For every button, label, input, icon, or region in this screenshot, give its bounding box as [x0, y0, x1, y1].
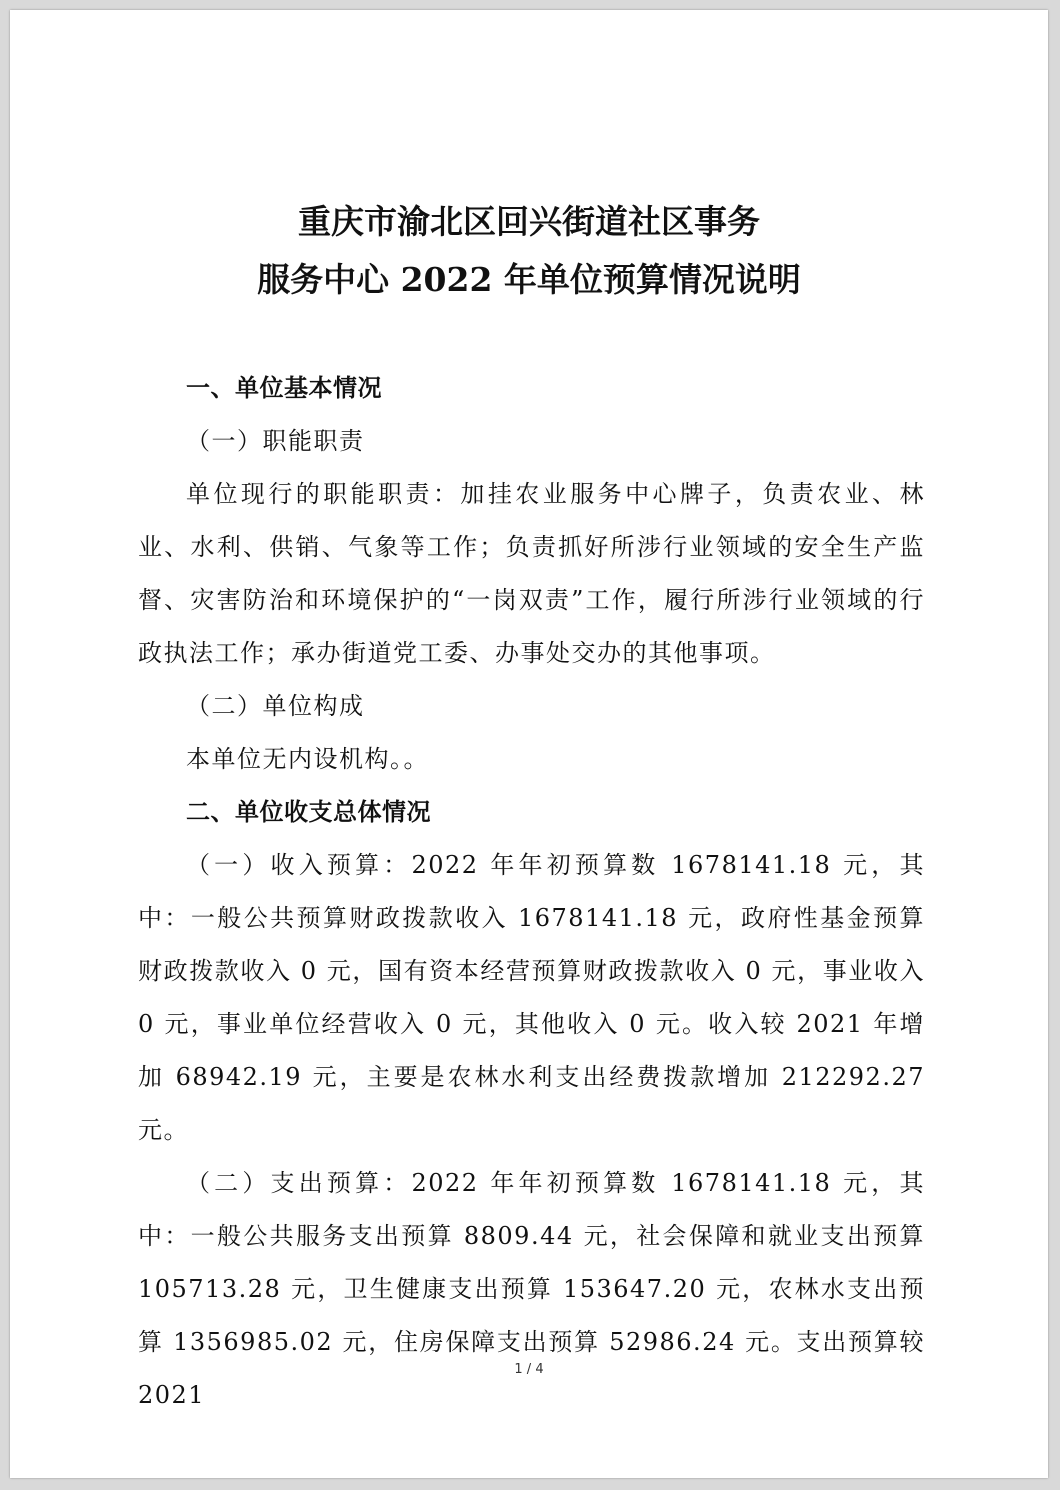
subheading-functions: （一）职能职责 — [186, 427, 365, 455]
document-title-line-2: 服务中心 2022 年单位预算情况说明 — [257, 260, 801, 299]
section-heading-basic-info: 一、单位基本情况 — [186, 374, 382, 402]
document-body — [138, 362, 925, 1422]
paragraph-composition: 本单位无内设机构。。 — [186, 745, 429, 773]
paragraph-expense-budget: （二）支出预算：2022 年年初预算数 1678141.18 元，其中：一般公共服务支出预算 8809.44 元，社会保障和就业支出预算 105713.28 元，卫生健康支出预算 153647.20 元，农林水支出预算 1356985.02 元，住房保障支出预算 52986.24 元。支出预算较 2021 — [138, 1169, 925, 1409]
page-number: 1 / 4 — [514, 1362, 544, 1377]
paragraph-functions: 单位现行的职能职责：加挂农业服务中心牌子，负责农业、林业、水利、供销、气象等工作；负责抓好所涉行业领域的安全生产监督、灾害防治和环境保护的“一岗双责”工作，履行所涉行业领域的行政执法工作；承办街道党工委、办事处交办的其他事项。 — [138, 480, 925, 667]
document-page — [10, 10, 1048, 1478]
section-heading-budget-overview: 二、单位收支总体情况 — [186, 798, 431, 826]
document-title-line-1: 重庆市渝北区回兴街道社区事务 — [298, 202, 760, 241]
paragraph-income-budget: （一）收入预算：2022 年年初预算数 1678141.18 元，其中：一般公共预算财政拨款收入 1678141.18 元，政府性基金预算财政拨款收入 0 元，国有资本经营预算财政拨款收入 0 元，事业收入 0 元，事业单位经营收入 0 元，其他收入 0 元。收入较 2021 年增加 68942.19 元，主要是农林水利支出经费拨款增加 212292.27 元。 — [138, 851, 925, 1144]
subheading-composition: （二）单位构成 — [186, 692, 365, 720]
